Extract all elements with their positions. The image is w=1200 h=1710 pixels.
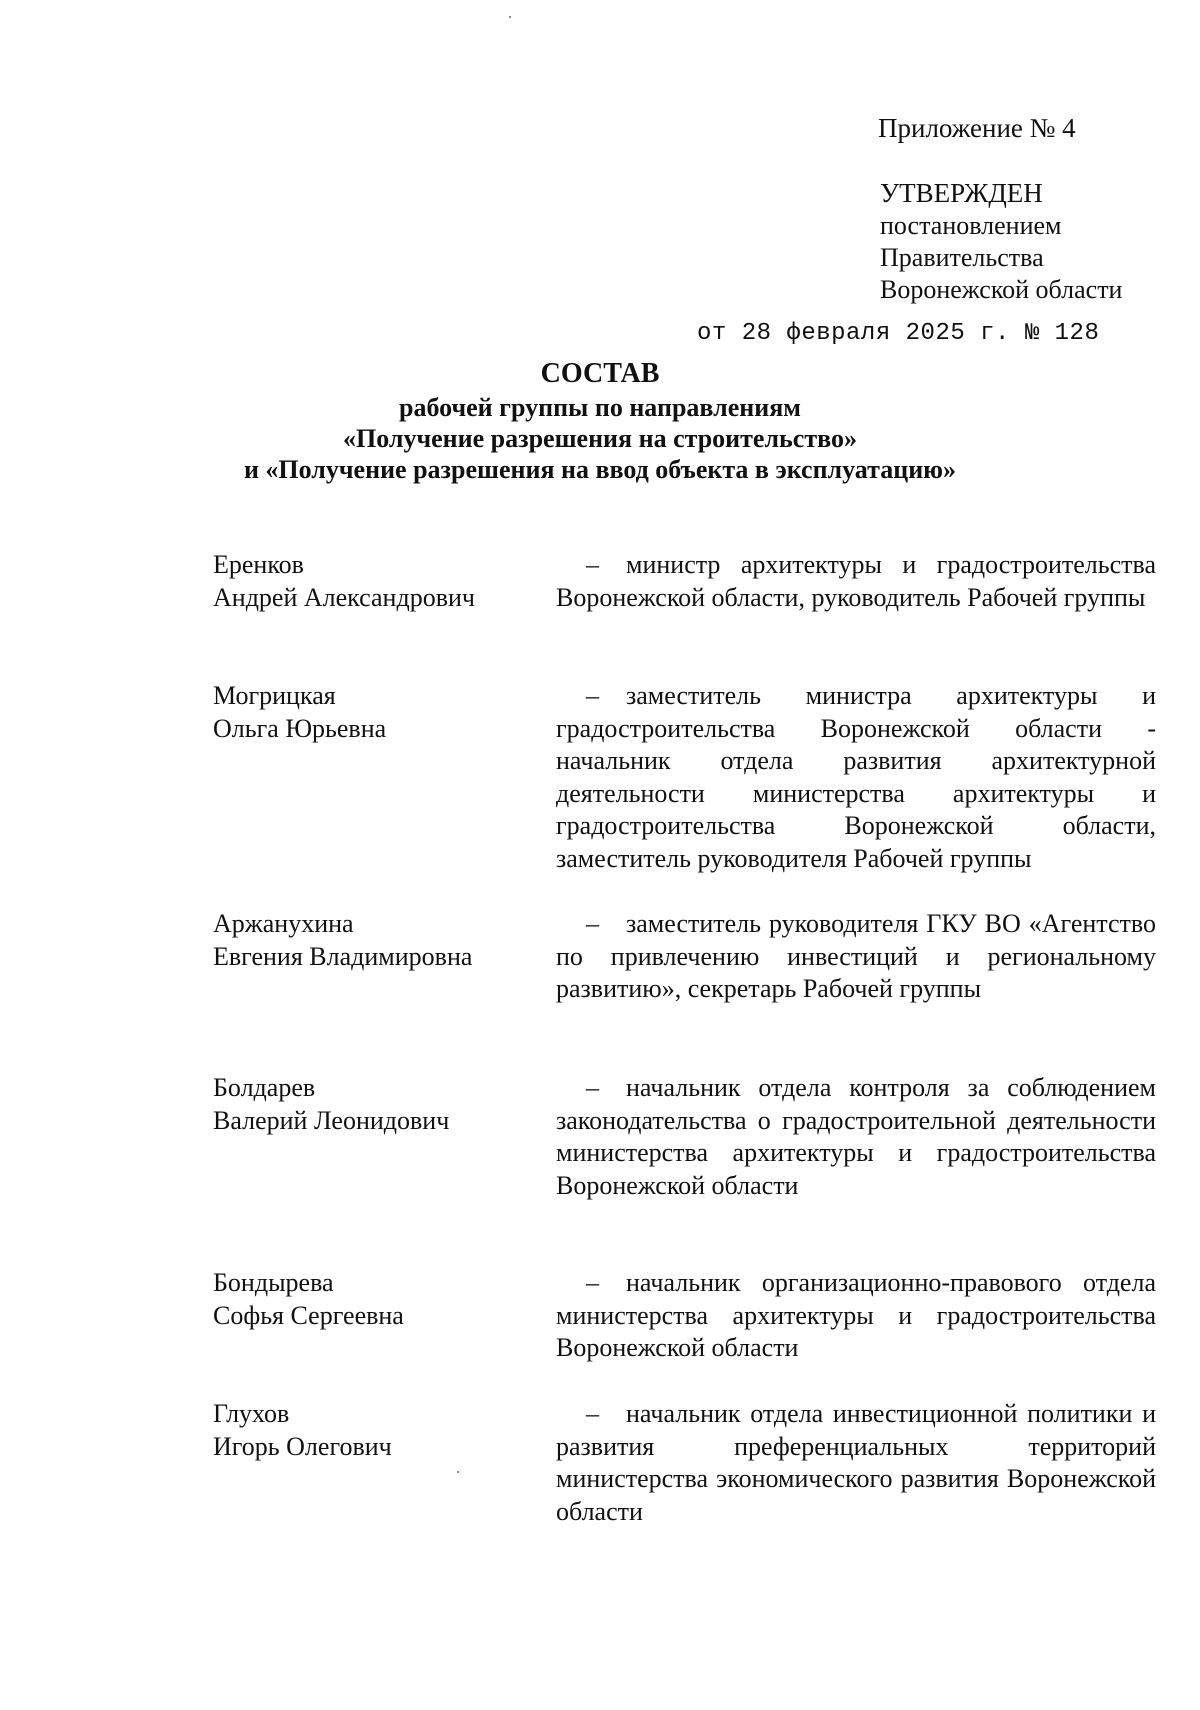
member-given-name: Евгения Владимировна: [213, 941, 473, 971]
role-dash: –: [586, 681, 599, 710]
member-surname: Глухов: [213, 1399, 290, 1428]
approval-line: Правительства: [880, 243, 1044, 272]
approval-line: Воронежской области: [880, 275, 1123, 304]
member-name: [213, 680, 533, 745]
role-text: министр архитектуры и градостроительства Воронежской области, руководитель Рабочей группы: [556, 550, 1156, 612]
member-surname: Еренков: [213, 550, 304, 579]
heading-line: и «Получение разрешения на ввод объекта в эксплуатацию»: [243, 455, 957, 484]
heading-title: СОСТАВ: [540, 358, 660, 389]
scan-speck: [457, 1471, 459, 1473]
member-surname: Могрицкая: [213, 681, 336, 710]
member-given-name: Ольга Юрьевна: [213, 713, 387, 743]
heading-line: «Получение разрешения на строительство»: [343, 424, 857, 453]
role-text: заместитель руководителя ГКУ ВО «Агентство по привлечению инвестиций и региональному развитию», секретарь Рабочей группы: [556, 909, 1156, 1003]
member-name: [213, 1398, 533, 1463]
role-dash: –: [586, 1268, 599, 1297]
role-text: начальник отдела контроля за соблюдением законодательства о градостроительной деятельности министерства архитектуры и градостроительства Воронежской области: [556, 1073, 1156, 1200]
member-name: [213, 908, 533, 973]
resolution-date: от 28 февраля 2025 г. № 128: [697, 320, 1100, 347]
role-text: заместитель министра архитектуры и градостроительства Воронежской области - начальник отдела развития архитектурной деятельности министерства архитектуры и градостроительства Воронежской области, заместитель руководителя Рабочей группы: [556, 681, 1156, 873]
member-role: [556, 549, 1156, 614]
role-dash: –: [586, 1073, 599, 1102]
role-dash: –: [586, 550, 599, 579]
annex-number: Приложение № 4: [878, 113, 1076, 143]
member-role: [556, 1398, 1156, 1528]
member-given-name: Валерий Леонидович: [213, 1105, 450, 1135]
member-role: [556, 1267, 1156, 1365]
member-name: [213, 1267, 533, 1332]
member-role: [556, 680, 1156, 875]
member-role: [556, 1072, 1156, 1202]
member-surname: Бондырева: [213, 1268, 334, 1297]
member-surname: Болдарев: [213, 1073, 316, 1102]
member-surname: Аржанухина: [213, 909, 354, 938]
role-dash: –: [586, 1399, 599, 1428]
approval-line: постановлением: [880, 211, 1062, 240]
role-dash: –: [586, 909, 599, 938]
member-given-name: Софья Сергеевна: [213, 1300, 404, 1330]
role-text: начальник отдела инвестиционной политики и развития преференциальных территорий министерства экономического развития Воронежской области: [556, 1399, 1156, 1526]
member-role: [556, 908, 1156, 1006]
member-given-name: Андрей Александрович: [213, 582, 475, 612]
member-name: [213, 549, 533, 614]
member-given-name: Игорь Олегович: [213, 1431, 392, 1461]
member-name: [213, 1072, 533, 1137]
role-text: начальник организационно-правового отдела министерства архитектуры и градостроительства Воронежской области: [556, 1268, 1156, 1362]
heading-line: рабочей группы по направлениям: [399, 393, 801, 422]
approval-title: УТВЕРЖДЕН: [880, 178, 1043, 208]
